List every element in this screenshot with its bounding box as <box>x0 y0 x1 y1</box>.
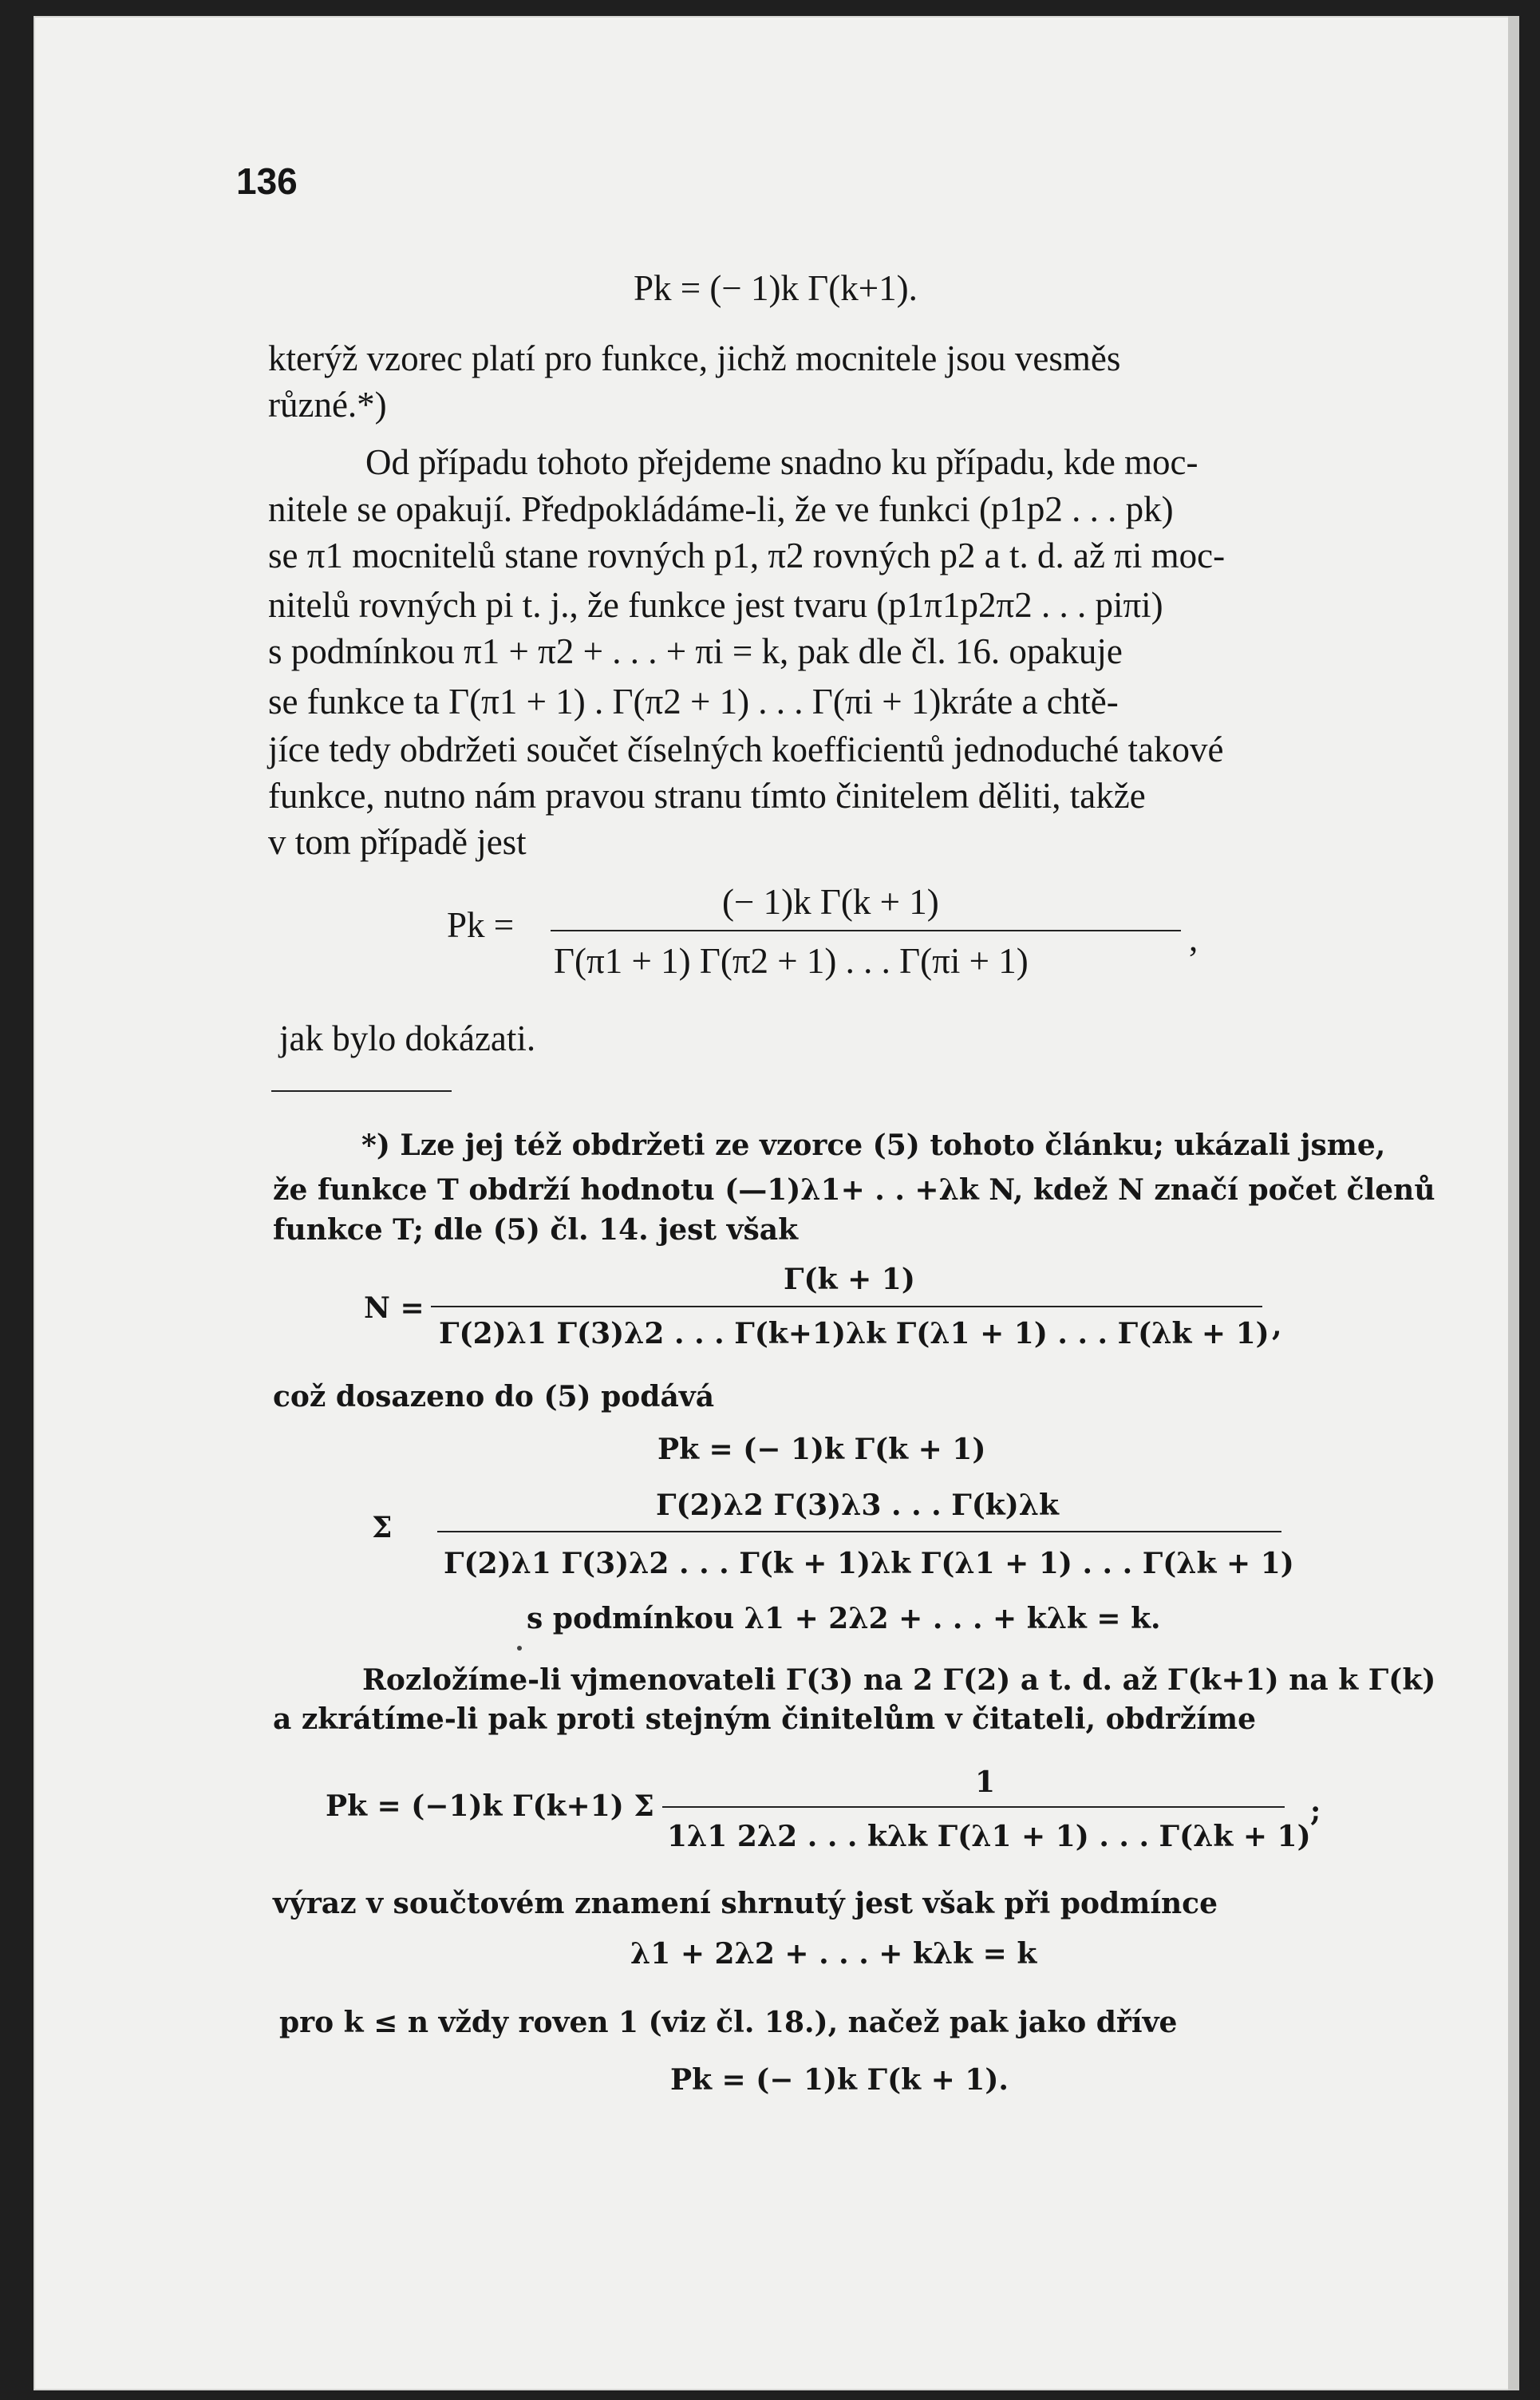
paragraph-line: jíce tedy obdržeti součet číselných koefficientů jednoduché takové <box>268 729 1224 769</box>
footnote-line: pro k ≤ n vždy roven 1 (viz čl. 18.), načež pak jako dříve <box>279 2006 1178 2039</box>
formula-end: Pk = (− 1)k Γ(k + 1). <box>670 2063 1009 2097</box>
footnote-line: a zkrátíme-li pak proti stejným činitelům v čitateli, obdržíme <box>273 1702 1257 1736</box>
formula-n-numerator: Γ(k + 1) <box>784 1263 915 1296</box>
formula-sum-sigma: Σ <box>372 1511 393 1544</box>
footnote-line: *) Lze jej též obdržeti ze vzorce (5) tohoto článku; ukázali jsme, <box>361 1129 1386 1162</box>
formula-n-denominator: Γ(2)λ1 Γ(3)λ2 . . . Γ(k+1)λk Γ(λ1 + 1) . . . Γ(λk + 1) <box>439 1317 1270 1350</box>
footnote-line: Rozložíme-li vjmenovateli Γ(3) na 2 Γ(2) a t. d. až Γ(k+1) na k Γ(k) <box>362 1663 1436 1697</box>
paragraph-line: funkce, nutno nám pravou stranu tímto činitelem děliti, takže <box>268 776 1146 816</box>
page-number: 136 <box>236 160 298 202</box>
footnote-separator <box>271 1090 452 1092</box>
footnote-condition: λ1 + 2λ2 + . . . + kλk = k <box>630 1937 1037 1971</box>
fraction-bar <box>551 930 1181 931</box>
paragraph-line: s podmínkou π1 + π2 + . . . + πi = k, pak dle čl. 16. opakuje <box>268 631 1123 671</box>
formula-final-denominator: 1λ1 2λ2 . . . kλk Γ(λ1 + 1) . . . Γ(λk + 1) <box>667 1820 1311 1853</box>
paragraph-line: různé.*) <box>268 385 387 425</box>
formula-pk: Pk = (− 1)k Γ(k + 1) <box>657 1433 986 1466</box>
paragraph-line: Od případu tohoto přejdeme snadno ku případu, kde moc- <box>365 442 1198 482</box>
formula-main-lhs: Pk = <box>447 905 515 945</box>
paragraph-line: se π1 mocnitelů stane rovných p1, π2 rovných p2 a t. d. až πi moc- <box>268 536 1226 575</box>
formula-n-lhs: N = <box>364 1291 424 1325</box>
paragraph-line: nitele se opakují. Předpokládáme-li, že ve funkci (p1p2 . . . pk) <box>268 489 1174 529</box>
paragraph-line: nitelů rovných pi t. j., že funkce jest tvaru (p1π1p2π2 . . . piπi) <box>268 585 1163 625</box>
footnote-line: což dosazeno do (5) podává <box>273 1380 715 1414</box>
formula-final-lhs: Pk = (−1)k Γ(k+1) Σ <box>326 1789 654 1823</box>
formula-main-comma: , <box>1189 919 1198 959</box>
page-edge-shadow <box>1508 16 1519 2390</box>
paragraph-line: se funkce ta Γ(π1 + 1) . Γ(π2 + 1) . . . Γ(πi + 1)kráte a chtě- <box>268 682 1119 722</box>
footnote-line: funkce T; dle (5) čl. 14. jest však <box>273 1213 799 1247</box>
formula-n-comma: , <box>1272 1309 1282 1342</box>
footnote-line: že funkce T obdrží hodnotu (—1)λ1+ . . +λk N, kdež N značí počet členů <box>273 1173 1435 1207</box>
fraction-bar <box>431 1306 1262 1307</box>
formula-main-numerator: (− 1)k Γ(k + 1) <box>722 882 939 922</box>
fraction-bar <box>437 1531 1281 1532</box>
footnote-condition: s podmínkou λ1 + 2λ2 + . . . + kλk = k. <box>527 1602 1161 1635</box>
formula-final-semicolon: ; <box>1310 1794 1321 1828</box>
formula-top: Pk = (− 1)k Γ(k+1). <box>634 268 918 308</box>
paragraph-line: v tom případě jest <box>268 822 527 862</box>
stray-dot <box>517 1646 522 1651</box>
footnote-line: výraz v součtovém znamení shrnutý jest však při podmínce <box>273 1887 1218 1920</box>
formula-final-numerator: 1 <box>975 1765 996 1799</box>
fraction-bar <box>662 1806 1285 1808</box>
formula-sum-numerator: Γ(2)λ2 Γ(3)λ3 . . . Γ(k)λk <box>656 1489 1059 1522</box>
paragraph-line: kterýž vzorec platí pro funkce, jichž mocnitele jsou vesměs <box>268 338 1121 378</box>
formula-main-denominator: Γ(π1 + 1) Γ(π2 + 1) . . . Γ(πi + 1) <box>554 941 1029 981</box>
conclusion-line: jak bylo dokázati. <box>279 1018 536 1058</box>
formula-sum-denominator: Γ(2)λ1 Γ(3)λ2 . . . Γ(k + 1)λk Γ(λ1 + 1) . . . Γ(λk + 1) <box>444 1547 1294 1580</box>
